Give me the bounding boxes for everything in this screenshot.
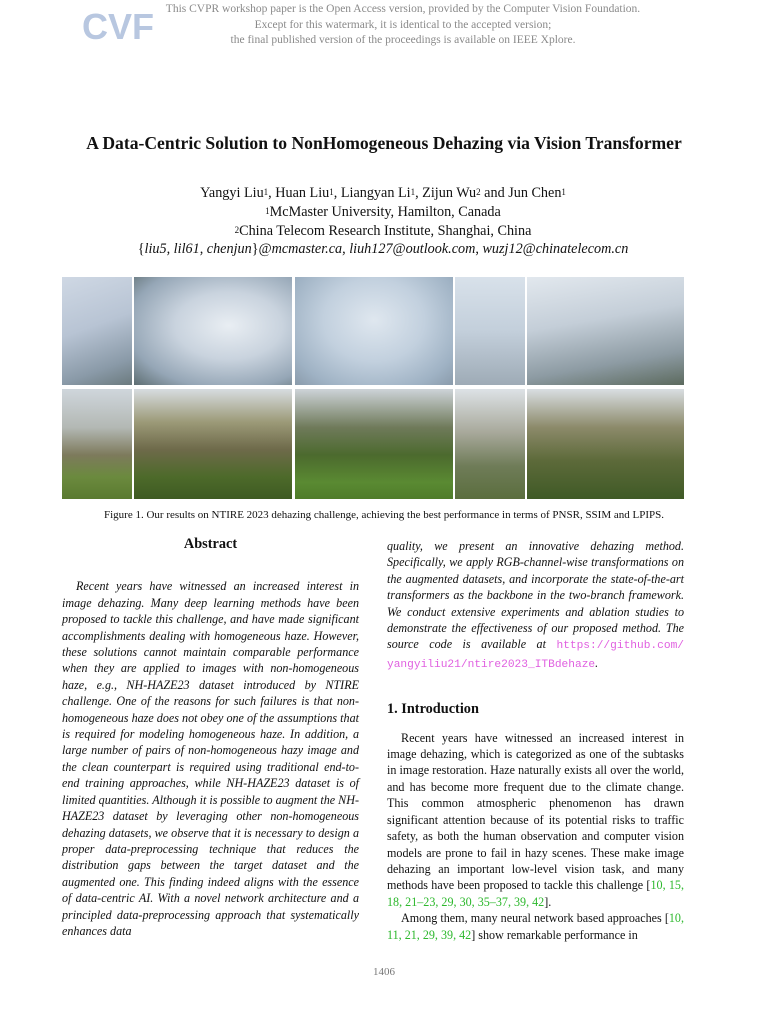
figure-caption: Figure 1. Our results on NTIRE 2023 dehazing challenge, achieving the best performance in terms of PNSR, SSIM and LPIPS. <box>104 509 664 521</box>
author-name: Zijun Wu <box>422 185 477 201</box>
right-column <box>387 538 684 943</box>
affiliation-mark: 1 <box>329 187 334 197</box>
paragraph-text: ]. <box>544 894 552 909</box>
dehazed-photo <box>62 389 132 499</box>
hazy-photo <box>527 277 684 385</box>
paper-title: A Data-Centric Solution to NonHomogeneous Dehazing via Vision Transformer <box>86 133 682 153</box>
affiliation-mark: 1 <box>410 187 416 197</box>
affiliation-text: China Telecom Research Institute, Shanghai, China <box>239 222 532 239</box>
watermark <box>150 2 656 49</box>
link-text: yangyiliu21/ntire2023_ITBdehaze <box>387 658 596 671</box>
email-domain: @mcmaster.ca <box>258 241 343 258</box>
brace: } <box>251 241 259 258</box>
author-name: Huan Liu <box>275 185 330 201</box>
author-name: Yangyi Liu <box>200 185 264 201</box>
cvf-logo-text: CVF <box>82 6 154 47</box>
paragraph-text: ] show remarkable performance in <box>471 927 638 942</box>
affiliation-mark: 2 <box>476 187 481 197</box>
dehazed-photo <box>455 389 525 499</box>
affiliation-mark: 1 <box>561 187 566 197</box>
dehazed-photo <box>134 389 292 499</box>
section-heading-introduction: 1. Introduction <box>387 701 479 718</box>
affiliation-mark: 1 <box>265 205 270 216</box>
intro-paragraph-2 <box>387 910 684 943</box>
figure-1 <box>62 277 684 499</box>
citation-links[interactable]: 10, 11, 21, 29, 39, 42 <box>387 911 684 942</box>
intro-paragraph-1 <box>387 730 684 910</box>
affiliation-text: McMaster University, Hamilton, Canada <box>269 203 501 220</box>
page-number: 1406 <box>373 966 395 978</box>
abstract-text-span: quality, we present an innovative dehazing method. Specifically, we apply RGB-channel-wise transformations on the augmented datasets, and incorporate the state-of-the-art transformers as the backbone in the two-branch framework. We conduct extensive experiments and ablation studies to demonstrate the effectiveness of our proposed method. The source code is available at <box>387 539 684 652</box>
hazy-photo <box>295 277 453 385</box>
watermark-line: This CVPR workshop paper is the Open Access version, provided by the Computer Vision Foundation. <box>165 3 641 15</box>
affiliation-1 <box>60 203 706 222</box>
affiliation-2 <box>60 222 706 241</box>
email: wuzj12@chinatelecom.cn <box>482 241 629 258</box>
author-emails: {liu5, lil61, chenjun}@mcmaster.ca, liuh127@outlook.com, wuzj12@chinatelecom.cn <box>137 241 629 258</box>
left-column <box>62 536 359 939</box>
hazy-photo <box>455 277 525 385</box>
email: liuh127@outlook.com <box>349 241 476 258</box>
author-block <box>60 184 706 259</box>
abstract-text-continued <box>387 538 684 673</box>
watermark-line: the final published version of the proceedings is available on IEEE Xplore. <box>230 34 576 46</box>
author-name: Jun Chen <box>508 185 562 201</box>
hazy-photo <box>62 277 132 385</box>
dehazed-photo <box>295 389 453 499</box>
email-names: liu5, lil61, chenjun <box>144 241 252 258</box>
citation-links[interactable]: 10, 15, 18, 21–23, 29, 30, 35–37, 39, 42 <box>387 878 684 909</box>
abstract-heading: Abstract <box>183 536 238 552</box>
abstract-text: Recent years have witnessed an increased interest in image dehazing. Many deep learning methods have been proposed to tackle this challenge, and have made significant accomplishments dealing with homogeneous haze. However, these solutions cannot maintain comparable performance when they are applied to images with non-homogeneous haze, e.g., NH-HAZE23 dataset introduced by NTIRE challenge. One of the reasons for such failures is that non-homogeneous haze does not obey one of the assumptions that is required for modeling homogeneous haze. In addition, a large number of pairs of non-homogeneous hazy image and the clean counterpart is required using traditional end-to-end training approaches, while NH-HAZE23 dataset is of limited quantities. Although it is possible to augment the NH-HAZE23 dataset by leveraging other non-homogeneous dehazing datasets, we observe that it is necessary to design a proper data-preprocessing technique that reduces the distribution gaps between the target dataset and the augmented one. This finding indeed aligns with the essence of data-centric AI. With a novel network architecture and a principled data-preprocessing approach that systematically enhances data <box>62 579 359 938</box>
link-text: https://github.com/ <box>556 640 684 653</box>
watermark-line: Except for this watermark, it is identical to the accepted version; <box>254 18 552 31</box>
and-word: and <box>484 185 505 201</box>
dehazed-photo <box>527 389 684 499</box>
brace: { <box>137 241 145 258</box>
cvf-logo <box>82 6 154 47</box>
period: . <box>595 655 599 670</box>
hazy-photo <box>134 277 292 385</box>
paragraph-text: Among them, many neural network based approaches [ <box>401 911 669 926</box>
paragraph-text: Recent years have witnessed an increased interest in image dehazing, which is categorized as one of the subtasks in image restoration. Haze naturally exists all over the world, and has become more frequent due to the climate change. This common atmospheric phenomenon has drawn significant attention because of its potential risks to traffic safety, as both the human observation and computer vision models are prone to fail in hazy scenes. These make image dehazing an important low-level vision task, and many methods have been proposed to tackle this challenge [ <box>387 730 684 893</box>
author-name: Liangyan Li <box>340 185 411 201</box>
author-names: Yangyi Liu$^1$, Huan Liu$^1$, Liangyan Li$^1$, Zijun Wu$^2$ and Jun Chen$^1$ <box>200 185 566 201</box>
affiliation-mark: 2 <box>234 224 240 235</box>
affiliation-mark: 1 <box>263 187 269 197</box>
